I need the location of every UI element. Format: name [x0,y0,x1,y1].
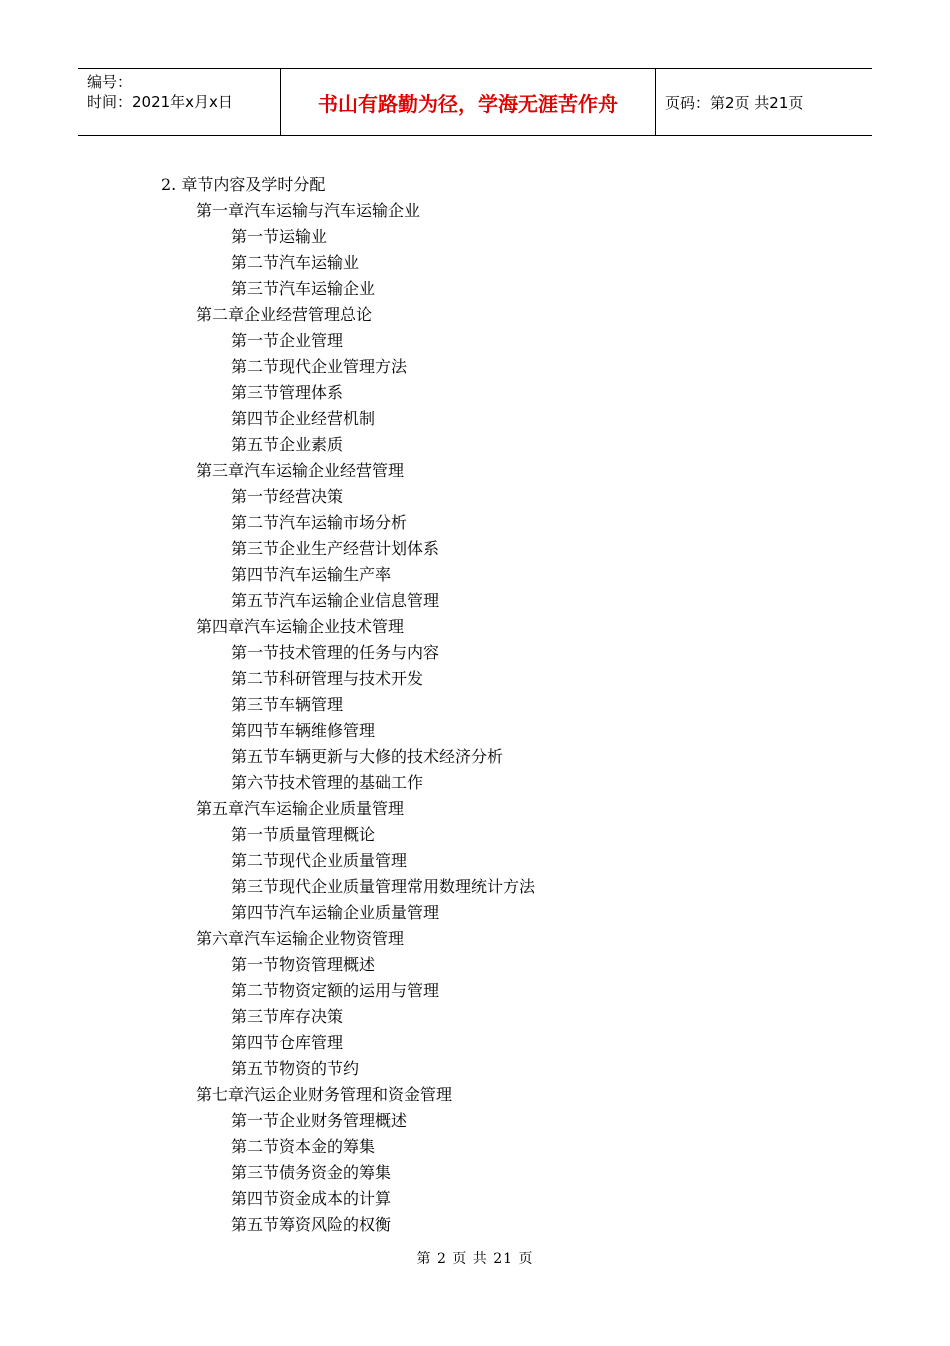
section-item: 第一节物资管理概述 [231,955,376,974]
section-title: 2. 章节内容及学时分配 [161,175,326,194]
chapter-title: 第五章汽车运输企业质量管理 [196,799,405,818]
page-header [78,68,872,136]
header-left-cell [78,69,281,135]
section-item: 第二节汽车运输业 [231,253,360,272]
toc-content [0,172,950,1238]
section-item: 第二节资本金的筹集 [231,1137,376,1156]
section-item: 第三节管理体系 [231,383,344,402]
section-item: 第一节经营决策 [231,487,344,506]
section-item: 第二节现代企业质量管理 [231,851,408,870]
time-label: 时间：2021年x月x日 [87,93,233,111]
section-item: 第一节企业管理 [231,331,344,350]
section-item: 第四节汽车运输企业质量管理 [231,903,440,922]
section-item: 第三节车辆管理 [231,695,344,714]
section-item: 第三节企业生产经营计划体系 [231,539,440,558]
section-item: 第四节仓库管理 [231,1033,344,1052]
section-item: 第四节资金成本的计算 [231,1189,392,1208]
header-motto: 书山有路勤为径，学海无涯苦作舟 [281,69,656,135]
section-item: 第二节物资定额的运用与管理 [231,981,440,1000]
section-item: 第三节现代企业质量管理常用数理统计方法 [231,877,536,896]
section-item: 第四节汽车运输生产率 [231,565,392,584]
chapter-title: 第二章企业经营管理总论 [196,305,373,324]
section-item: 第二节汽车运输市场分析 [231,513,408,532]
chapter-title: 第七章汽运企业财务管理和资金管理 [196,1085,453,1104]
header-page-label: 页码：第2页 共21页 [665,93,804,112]
section-item: 第一节技术管理的任务与内容 [231,643,440,662]
section-item: 第一节运输业 [231,227,328,246]
section-item: 第五节企业素质 [231,435,344,454]
section-item: 第四节车辆维修管理 [231,721,376,740]
page-footer: 第 2 页 共 21 页 [416,1251,534,1267]
section-item: 第五节汽车运输企业信息管理 [231,591,440,610]
chapter-title: 第四章汽车运输企业技术管理 [196,617,405,636]
section-item: 第五节车辆更新与大修的技术经济分析 [231,747,504,766]
section-item: 第一节质量管理概论 [231,825,376,844]
section-item: 第六节技术管理的基础工作 [231,773,424,792]
section-item: 第三节汽车运输企业 [231,279,376,298]
section-item: 第四节企业经营机制 [231,409,376,428]
section-item: 第五节筹资风险的权衡 [231,1215,392,1234]
section-item: 第一节企业财务管理概述 [231,1111,408,1130]
chapter-title: 第六章汽车运输企业物资管理 [196,929,405,948]
section-item: 第三节债务资金的筹集 [231,1163,392,1182]
section-item: 第二节科研管理与技术开发 [231,669,424,688]
number-label: 编号： [87,73,133,91]
chapter-title: 第三章汽车运输企业经营管理 [196,461,405,480]
section-item: 第二节现代企业管理方法 [231,357,408,376]
chapter-title: 第一章汽车运输与汽车运输企业 [196,201,421,220]
section-item: 第三节库存决策 [231,1007,344,1026]
section-item: 第五节物资的节约 [231,1059,360,1078]
